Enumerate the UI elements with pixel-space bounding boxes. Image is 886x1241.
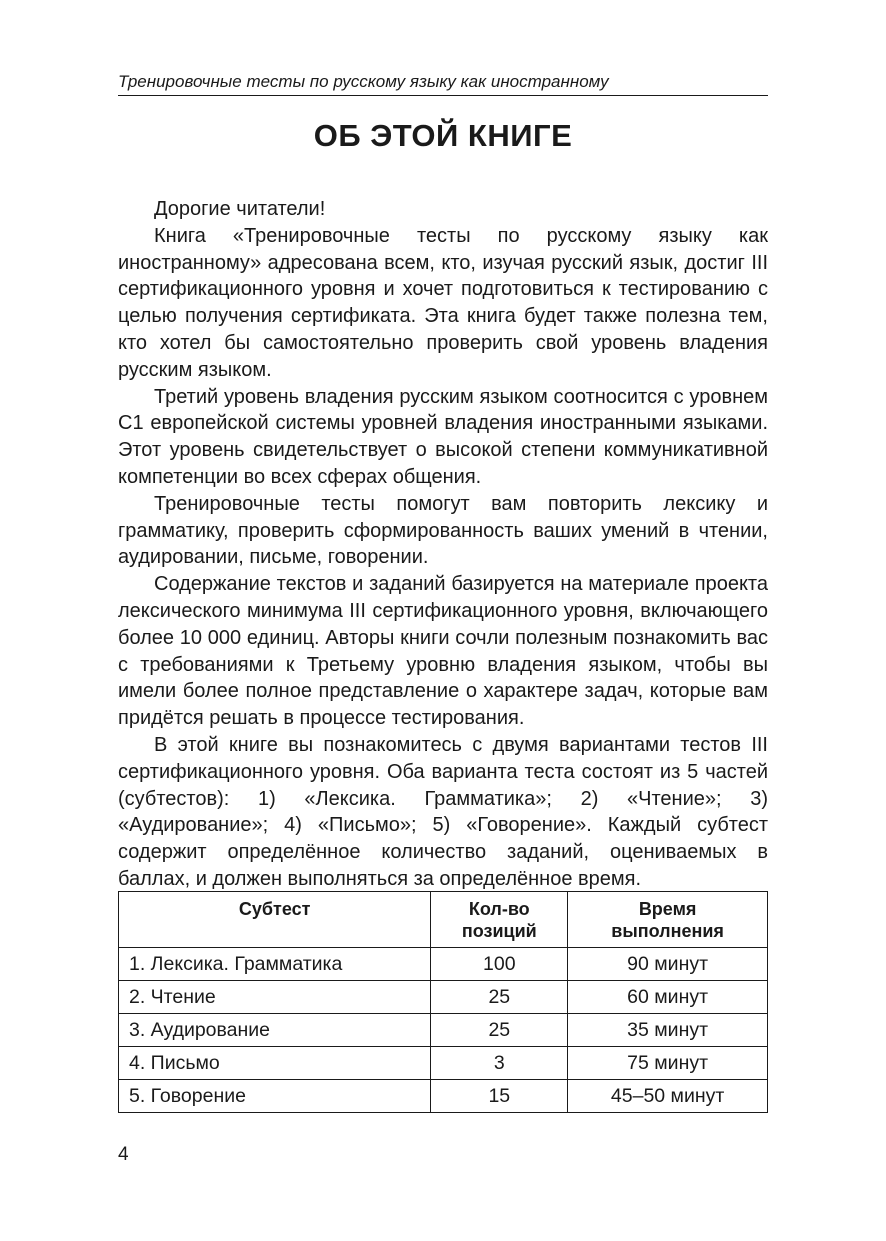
cell-count: 15 bbox=[431, 1080, 568, 1113]
paragraph-audience: Книга «Тренировочные тесты по русскому языку как иностранному» адресована всем, кто, изучая русский язык, достиг III сертификационного уровня и хочет подготовиться к тестированию с целью получения сертификата. Эта книга будет также полезна тем, кто хотел бы самостоятельно проверить свой уровень владения русским языком. bbox=[118, 224, 768, 381]
cell-subtest: 4. Письмо bbox=[119, 1047, 431, 1080]
cell-count: 25 bbox=[431, 981, 568, 1014]
cell-subtest: 2. Чтение bbox=[119, 981, 431, 1014]
cell-subtest: 3. Аудирование bbox=[119, 1014, 431, 1047]
header-count: Кол-во позиций bbox=[431, 892, 568, 948]
paragraph-structure: В этой книге вы познакомитесь с двумя вариантами тестов III сертификационного уровня. Оба варианта теста состоят из 5 частей (субтестов): 1) «Лексика. Грамматика»; 2) «Чтение»; 3) «Аудирование»; 4) «Письмо»; 5) «Говорение». Каждый субтест содержит определённое количество заданий, оцениваемых в баллах, и должен выполняться за определённое время. bbox=[118, 733, 768, 890]
cell-count: 100 bbox=[431, 948, 568, 981]
greeting-paragraph: Дорогие читатели! bbox=[154, 198, 326, 220]
paragraph-purpose: Тренировочные тесты помогут вам повторить лексику и грамматику, проверить сформированность ваших умений в чтении, аудировании, письме, говорении. bbox=[118, 492, 768, 569]
running-head: Тренировочные тесты по русскому языку как иностранному bbox=[118, 72, 768, 96]
table-row bbox=[119, 1080, 768, 1113]
table-row bbox=[119, 1014, 768, 1047]
table-header-row bbox=[119, 892, 768, 948]
cell-time: 35 минут bbox=[568, 1014, 768, 1047]
cell-time: 90 минут bbox=[568, 948, 768, 981]
paragraph-content: Содержание текстов и заданий базируется на материале проекта лексического минимума III сертификационного уровня, включающего более 10 000 единиц. Авторы книги сочли полезным познакомить вас с требованиями к Третьему уровню владения языком, чтобы вы имели более полное представление о характере задач, которые вам придётся решать в процессе тестирования. bbox=[118, 573, 768, 730]
subtests-table bbox=[118, 891, 768, 1113]
table-row bbox=[119, 948, 768, 981]
body-text bbox=[118, 196, 768, 893]
cell-subtest: 5. Говорение bbox=[119, 1080, 431, 1113]
cell-count: 3 bbox=[431, 1047, 568, 1080]
page-number: 4 bbox=[118, 1144, 129, 1165]
cell-time: 60 минут bbox=[568, 981, 768, 1014]
header-time: Время выполнения bbox=[568, 892, 768, 948]
table-row bbox=[119, 1047, 768, 1080]
paragraph-level: Третий уровень владения русским языком соотносится с уровнем С1 европейской системы уровней владения иностранными языками. Этот уровень свидетельствует о высокой степени коммуникативной компетенции во всех сферах общения. bbox=[118, 385, 768, 488]
cell-count: 25 bbox=[431, 1014, 568, 1047]
page-title: ОБ ЭТОЙ КНИГЕ bbox=[313, 118, 573, 153]
table-row bbox=[119, 981, 768, 1014]
header-subtest: Субтест bbox=[119, 892, 431, 948]
cell-subtest: 1. Лексика. Грамматика bbox=[119, 948, 431, 981]
cell-time: 75 минут bbox=[568, 1047, 768, 1080]
cell-time: 45–50 минут bbox=[568, 1080, 768, 1113]
